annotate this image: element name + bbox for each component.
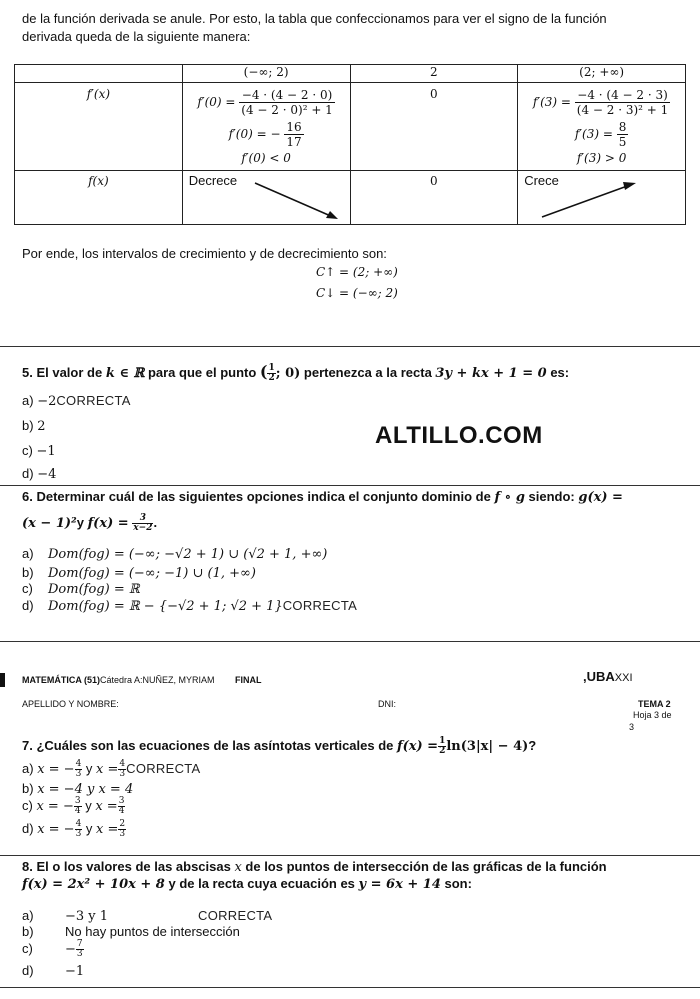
- question-6-line-1: [22, 489, 623, 505]
- q7-c-frac1: [74, 797, 82, 816]
- q7-a-y: y: [82, 760, 97, 776]
- q6-end: .: [153, 514, 158, 530]
- q8-option-d-label: d): [22, 963, 34, 978]
- cell-function-right: [518, 171, 686, 225]
- q7-d-n2: 2: [119, 819, 126, 829]
- q5-equation: 3y + kx + 1 = 0: [435, 366, 547, 381]
- q7-a-frac2: [118, 760, 126, 779]
- q7-c-n1: 3: [74, 796, 81, 806]
- q6-option-c: [22, 581, 140, 597]
- q7-option-b-label: b): [22, 781, 34, 796]
- cell-derivative-right: [518, 83, 686, 171]
- decreasing-arrow-icon: [183, 171, 350, 225]
- q7-d-x1: x = −: [37, 821, 75, 837]
- cell-derivative-left: [182, 83, 350, 171]
- header-critical-point: 2: [350, 65, 518, 83]
- question-7: [22, 737, 536, 756]
- q8-c-minus: −: [65, 941, 76, 957]
- growth-interval: C↑ = (2; +∞): [316, 265, 398, 279]
- header-empty: [15, 65, 183, 83]
- q7-b-text: x = −4 y x = 4: [37, 782, 134, 797]
- f-prime-3-result-lhs: f′(3) =: [574, 127, 613, 141]
- question-8-line-1: [22, 859, 607, 875]
- q5-correct-mark: CORRECTA: [56, 393, 131, 408]
- f-prime-3-lhs: f′(3) =: [532, 95, 571, 109]
- q8-text-1: 8. El o los valores de las abscisas: [22, 859, 235, 874]
- q5-point-fraction: [267, 364, 275, 383]
- q5-text-post: es:: [546, 365, 570, 380]
- q5-option-c-value: −1: [36, 444, 56, 459]
- row-label-derivative: f′(x): [15, 83, 183, 171]
- q6-text-post: siendo:: [524, 489, 579, 504]
- q8-option-d: [22, 963, 84, 979]
- q6-text-pre: 6. Determinar cuál de las siguientes opciones indica el conjunto dominio de: [22, 489, 495, 504]
- divider: [0, 855, 700, 856]
- cell-derivative-zero: 0: [350, 83, 518, 171]
- q5-option-a-label: a): [22, 393, 34, 408]
- q7-option-d-label: d): [22, 820, 34, 836]
- table-header-row: [15, 65, 686, 83]
- q6-option-c-value: Dom(fog) = ℝ: [48, 582, 140, 597]
- hoja-total: 3: [629, 722, 635, 732]
- q6-option-b-value: Dom(fog) = (−∞; −1) ∪ (1, +∞): [48, 566, 256, 581]
- divider: [0, 641, 700, 642]
- q7-a-n2: 4: [119, 759, 126, 769]
- q7-d-d1: 3: [75, 829, 82, 839]
- exam-type: FINAL: [235, 675, 262, 685]
- q7-option-c-label: c): [22, 797, 33, 813]
- q8-option-a-label: a): [22, 908, 34, 923]
- f-prime-0-result-den: 17: [286, 135, 302, 149]
- q8-option-b-value: No hay puntos de intersección: [65, 924, 240, 939]
- q7-option-b: [22, 781, 133, 797]
- q5-point-rest: ; 0): [275, 366, 301, 381]
- q6-f-fraction: [132, 514, 153, 533]
- increasing-arrow-icon: [518, 171, 685, 225]
- f-prime-0-result-num: 16: [286, 120, 302, 134]
- q6-y: y: [76, 514, 88, 530]
- q7-correct-mark: CORRECTA: [126, 760, 201, 776]
- q7-a-d2: 3: [119, 769, 126, 779]
- intro-line-2: derivada queda de la siguiente manera:: [22, 29, 251, 44]
- intro-line-1: de la función derivada se anule. Por esto, la tabla que confeccionamos para ver el signo de la función: [22, 11, 607, 26]
- q6-option-c-label: c): [22, 581, 33, 596]
- q5-option-d: [22, 466, 56, 482]
- q5-option-b-label: b): [22, 418, 34, 433]
- q5-point-open: (: [259, 362, 268, 381]
- q8-option-c: [22, 940, 84, 959]
- q7-d-frac2: [118, 820, 126, 839]
- q8-function: f(x) = 2x² + 10x + 8: [22, 877, 165, 892]
- q6-option-a-label: a): [22, 546, 34, 561]
- q6-f-num: 3: [132, 514, 153, 524]
- q6-option-a-value: Dom(fog) = (−∞; −√2 + 1) ∪ (√2 + 1, +∞): [48, 547, 328, 562]
- q7-fx: f(x) =: [397, 738, 439, 754]
- q7-text-pre: 7. ¿Cuáles son las ecuaciones de las asíntotas verticales de: [22, 737, 398, 753]
- q5-option-a-value: −2: [37, 394, 57, 409]
- intro-text: [22, 10, 692, 46]
- q5-k: k ∈ ℝ: [105, 366, 145, 381]
- decrece-label: Decrece: [188, 173, 238, 188]
- q5-text-mid: para que el punto: [144, 365, 260, 380]
- conclusion-text: Por ende, los intervalos de crecimiento y de decrecimiento son:: [22, 246, 387, 261]
- q7-option-c: [22, 797, 125, 816]
- cell-function-zero: 0: [350, 171, 518, 225]
- q8-c-den: 3: [76, 949, 83, 959]
- q6-fog: f ∘ g: [494, 490, 525, 505]
- page-marker: [0, 673, 5, 687]
- logo-xxi: XXI: [614, 672, 633, 684]
- q7-c-x2: x =: [95, 798, 118, 814]
- q5-text-mid2: pertenezca a la recta: [300, 365, 436, 380]
- dni-label: DNI:: [378, 699, 396, 709]
- q8-option-d-value: −1: [65, 964, 85, 979]
- q5-option-b: [22, 418, 45, 434]
- row-label-function: f(x): [15, 171, 183, 225]
- q7-c-d2: 4: [118, 806, 125, 816]
- q5-point-den: 2: [268, 373, 275, 384]
- q7-a-x1: x = −: [37, 761, 75, 777]
- q8-option-c-label: c): [22, 940, 33, 956]
- f-prime-3-fraction: [575, 88, 671, 117]
- decrease-interval: C↓ = (−∞; 2): [316, 286, 398, 300]
- question-5: [22, 362, 569, 383]
- q7-option-d: [22, 820, 126, 839]
- logo-uba: ,UBA: [583, 669, 615, 684]
- q6-f-den: x−2: [133, 523, 153, 533]
- q7-half-den: 2: [439, 746, 446, 756]
- f-prime-3-result-num: 8: [618, 120, 627, 134]
- q8-text-4: son:: [440, 876, 472, 891]
- q7-half-num: 1: [439, 736, 446, 746]
- course-name: MATEMÁTICA (51): [22, 675, 100, 685]
- f-prime-3-den: (4 − 2 · 3)² + 1: [576, 103, 669, 117]
- name-label: APELLIDO Y NOMBRE:: [22, 699, 119, 709]
- question-8-line-2: [22, 876, 472, 892]
- q7-option-a: [22, 760, 201, 779]
- tema-label: TEMA 2: [638, 699, 671, 709]
- q7-a-x2: x =: [96, 761, 119, 777]
- f-prime-0-fraction: [239, 88, 335, 117]
- q5-option-c-label: c): [22, 443, 33, 458]
- q7-c-n2: 3: [118, 796, 125, 806]
- q8-c-num: 7: [76, 939, 83, 949]
- q7-ln: ln(3|x| − 4): [446, 738, 529, 754]
- table-row-function: [15, 171, 686, 225]
- q6-correct-mark: CORRECTA: [282, 598, 358, 613]
- header-interval-left: (−∞; 2): [182, 65, 350, 83]
- f-prime-3-num: −4 · (4 − 2 · 3): [575, 88, 671, 103]
- f-prime-0-result-fraction: [284, 120, 303, 149]
- q6-option-d-value: Dom(fog) = ℝ − {−√2 + 1; √2 + 1}: [48, 599, 283, 614]
- f-prime-0-den: (4 − 2 · 0)² + 1: [241, 103, 333, 117]
- q8-option-a-value: −3 y 1: [65, 909, 109, 924]
- q5-point-num: 1: [268, 363, 275, 374]
- q7-c-frac2: [118, 797, 126, 816]
- f-prime-0-sign: f′(0) < 0: [241, 151, 291, 165]
- altillo-watermark: ALTILLO.COM: [375, 422, 543, 449]
- exam-header: [22, 675, 262, 685]
- q6-fx: f(x) =: [87, 515, 129, 531]
- q5-option-c: [22, 443, 56, 459]
- q6-g-def: (x − 1)²: [22, 515, 77, 531]
- question-6-line-2: [22, 514, 157, 533]
- f-prime-3-result-fraction: [617, 120, 629, 149]
- table-row-derivative: [15, 83, 686, 171]
- divider: [0, 485, 700, 486]
- q7-c-d1: 4: [74, 806, 81, 816]
- q6-option-b: [22, 565, 256, 581]
- q8-option-a: [22, 908, 272, 924]
- f-prime-0-result-lhs: f′(0) = −: [228, 127, 281, 141]
- q5-option-d-label: d): [22, 466, 34, 481]
- f-prime-0-lhs: f′(0) =: [197, 95, 236, 109]
- cell-function-left: [182, 171, 350, 225]
- divider: [0, 987, 700, 988]
- q7-d-n1: 4: [75, 819, 82, 829]
- q6-gx: g(x) =: [578, 490, 623, 505]
- q8-correct-mark: CORRECTA: [198, 908, 273, 923]
- f-prime-0-num: −4 · (4 − 2 · 0): [239, 88, 335, 103]
- crece-label: Crece: [524, 173, 559, 188]
- q7-d-d2: 3: [119, 829, 126, 839]
- q7-a-n1: 4: [75, 759, 82, 769]
- q5-option-b-value: 2: [37, 419, 46, 434]
- divider: [0, 346, 700, 347]
- q8-option-b-label: b): [22, 924, 34, 939]
- q7-c-y: y: [81, 797, 96, 813]
- q7-d-x2: x =: [96, 821, 119, 837]
- q8-text-3: y de la recta cuya ecuación es: [164, 876, 359, 891]
- uba-xxi-logo: [583, 669, 633, 684]
- sign-table: [14, 64, 686, 225]
- q6-option-d-label: d): [22, 598, 34, 613]
- q8-line-equation: y = 6x + 14: [358, 877, 441, 892]
- q7-d-y: y: [82, 820, 97, 836]
- q6-option-a: [22, 546, 327, 562]
- q7-a-d1: 3: [75, 769, 82, 779]
- q6-option-b-label: b): [22, 565, 34, 580]
- q8-text-2: de los puntos de intersección de las gráficas de la función: [241, 859, 607, 874]
- f-prime-3-result-den: 5: [618, 135, 627, 149]
- q7-option-a-label: a): [22, 760, 34, 776]
- hoja-label: Hoja 3 de: [633, 710, 672, 720]
- q5-text-pre: 5. El valor de: [22, 365, 106, 380]
- q5-option-a: [22, 393, 131, 409]
- q8-x: x: [234, 860, 242, 875]
- f-prime-3-sign: f′(3) > 0: [576, 151, 627, 165]
- header-interval-right: (2; +∞): [518, 65, 686, 83]
- q5-option-d-value: −4: [37, 467, 57, 482]
- catedra-name: Cátedra A:NUÑEZ, MYRIAM: [100, 675, 215, 685]
- q8-c-fraction: [76, 940, 84, 959]
- q7-c-x1: x = −: [36, 798, 74, 814]
- q8-option-b: [22, 924, 240, 939]
- q6-option-d: [22, 598, 357, 614]
- q7-text-post: ?: [528, 737, 537, 753]
